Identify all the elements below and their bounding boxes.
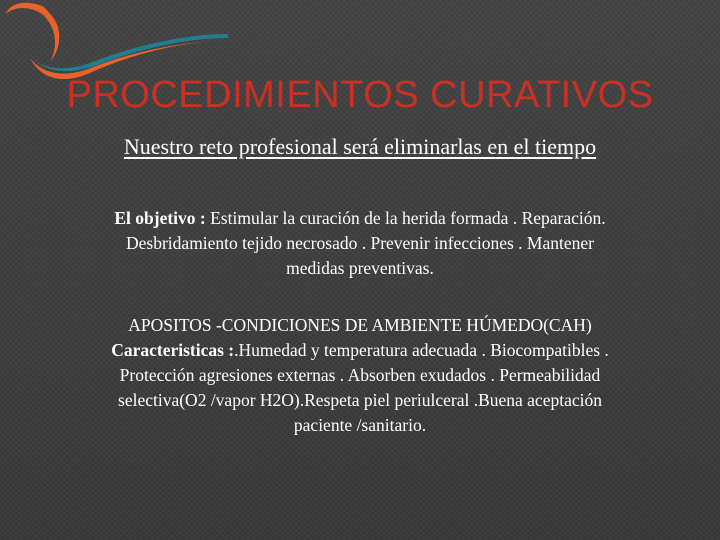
dressings-line-2: Protección agresiones externas . Absorben exudados . Permeabilidad (119, 365, 601, 385)
dressings-line-1 (50, 338, 670, 363)
dressings-line-3: selectiva(O2 /vapor H2O).Respeta piel periulceral .Buena aceptación (118, 390, 602, 410)
objective-line-1 (50, 206, 670, 231)
slide-title: PROCEDIMIENTOS CURATIVOS (66, 74, 654, 116)
objective-paragraph (50, 206, 670, 281)
objective-label: El objetivo : (114, 208, 206, 228)
dressings-text-1: .Humedad y temperatura adecuada . Biocompatibles . (234, 340, 609, 360)
objective-line-2: Desbridamiento tejido necrosado . Prevenir infecciones . Mantener (126, 233, 594, 253)
characteristics-label: Caracteristicas : (111, 340, 235, 360)
dressings-paragraph (50, 313, 670, 438)
objective-text-1: Estimular la curación de la herida formada . Reparación. (205, 208, 606, 228)
dressings-heading: APOSITOS -CONDICIONES DE AMBIENTE HÚMEDO(CAH) (128, 315, 592, 335)
objective-line-3: medidas preventivas. (286, 258, 434, 278)
slide-subtitle: Nuestro reto profesional será eliminarlas en el tiempo (123, 134, 597, 159)
dressings-line-4: paciente /sanitario. (293, 415, 427, 435)
